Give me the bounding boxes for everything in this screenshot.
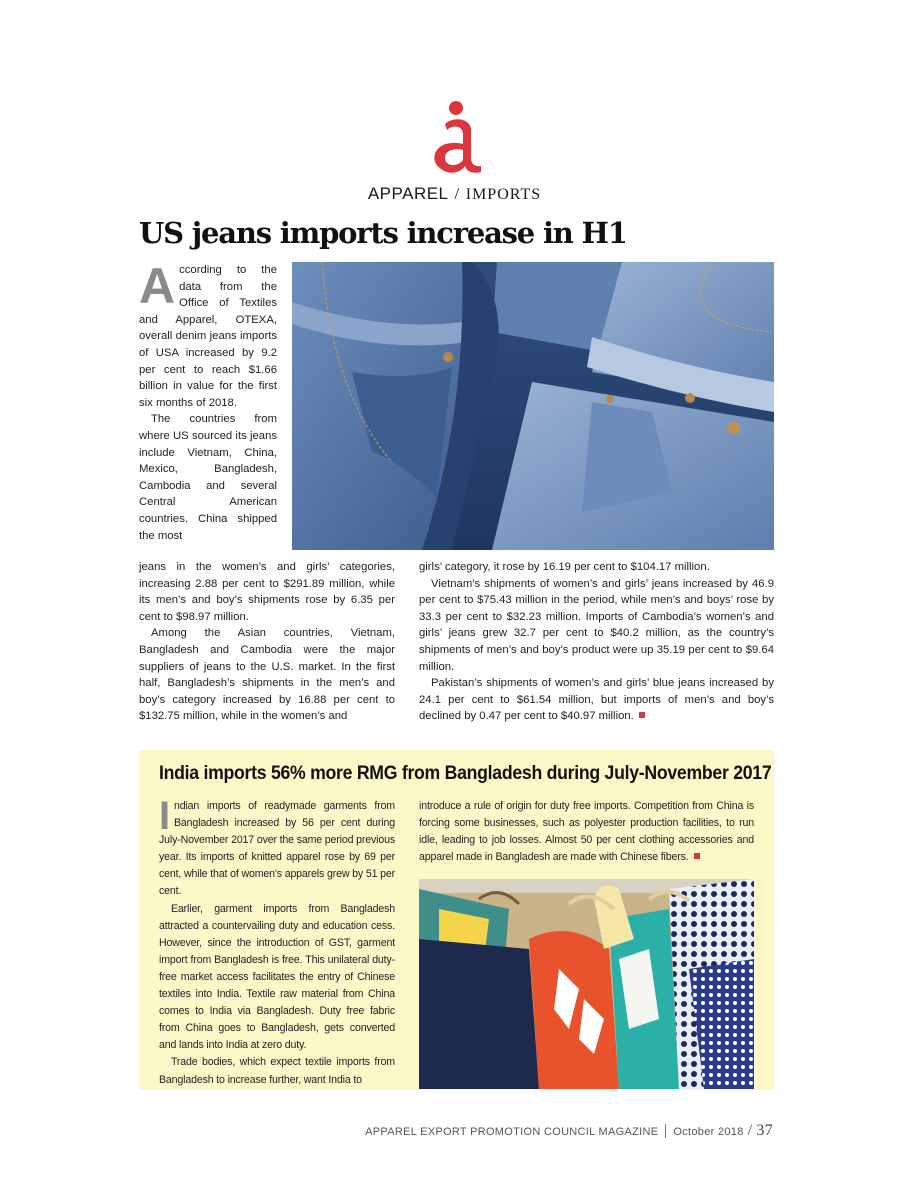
section-category: APPAREL bbox=[367, 184, 449, 203]
page-footer bbox=[365, 1122, 773, 1140]
sidebar-paragraph-3: Trade bodies, which expect textile imports from Bangladesh to increase further, want India to bbox=[159, 1056, 395, 1086]
article-paragraph-3-cont: girls’ category, it rose by 16.19 per cent to $104.17 million. bbox=[419, 561, 710, 573]
sidebar-dropcap: I bbox=[159, 794, 170, 838]
apparel-logo-icon bbox=[425, 100, 487, 176]
sidebar-title: India imports 56% more RMG from Bangladesh during July-November 2017 bbox=[159, 763, 772, 784]
footer-divider bbox=[665, 1124, 666, 1138]
end-mark-icon bbox=[639, 712, 645, 718]
article-headline: US jeans imports increase in H1 bbox=[139, 216, 627, 250]
sidebar-paragraph-2: Earlier, garment imports from Bangladesh attracted a countervailing duty and education cess. However, since the introduction of GST, garment import from Bangladesh is free. This unilateral duty-free market access facilitates the entry of Chinese textiles into India. Textile raw material from China comes to India via Bangladesh. Duty free fabric from China goes to Bangladesh, gets converted and lands into India at zero duty. bbox=[159, 902, 395, 1052]
sidebar-box bbox=[139, 750, 774, 1090]
sidebar-paragraph-1: Indian imports of readymade garments from Bangladesh increased by 56 per cent during July-November 2017 over the same period previous year. Its imports of knitted apparel rose by 69 per cent, while that of women's apparels grew by 51 per cent. bbox=[159, 794, 395, 898]
footer-slash: / bbox=[747, 1122, 753, 1139]
article-paragraph-5: Pakistan’s shipments of women’s and girls’ blue jeans increased by 24.1 per cent to $61.54 million, but imports of men’s and boy’s declined by 0.47 per cent to $40.97 million. bbox=[419, 677, 774, 723]
article-paragraph-2-top: The countries from where US sourced its jeans include Vietnam, China, Mexico, Bangladesh, Cambodia and several Central American countries. China shipped the most bbox=[139, 413, 277, 542]
article-column-2 bbox=[419, 559, 774, 725]
article-column-1-bottom bbox=[139, 559, 395, 725]
end-mark-icon bbox=[694, 853, 700, 859]
article-paragraph-3: Among the Asian countries, Vietnam, Bangladesh and Cambodia were the major suppliers of jeans to the U.S. market. In the first half, Bangladesh’s shipments in the men’s and boy’s category increased by 16.88 per cent to $132.75 million, while in the women’s and bbox=[139, 627, 395, 723]
article-paragraph-2-rest: jeans in the women’s and girls’ categories, increasing 2.88 per cent to $291.89 million, while its men’s and boy’s shipments rose by 6.35 per cent to $98.97 million. bbox=[139, 561, 395, 623]
article-dropcap: A bbox=[139, 258, 176, 314]
issue-date: October 2018 bbox=[673, 1126, 744, 1138]
clothes-rack-photo bbox=[419, 879, 754, 1089]
magazine-name: APPAREL EXPORT PROMOTION COUNCIL MAGAZINE bbox=[365, 1126, 659, 1138]
page-number: 37 bbox=[756, 1122, 773, 1139]
jeans-photo bbox=[292, 262, 774, 550]
section-separator: / bbox=[454, 184, 460, 203]
section-subcategory: IMPORTS bbox=[465, 186, 542, 203]
sidebar-paragraph-3-cont: introduce a rule of origin for duty free imports. Competition from China is forcing some businesses, such as polyester production facilities, to run idle, leading to job losses. Almost 50 per cent clothing accessories and apparel made in Bangladesh are made with Chinese fibers. bbox=[419, 800, 754, 864]
sidebar-column-1 bbox=[159, 794, 395, 1089]
section-label bbox=[0, 184, 909, 204]
article-paragraph-1: According to the data from the Office of Textiles and Apparel, OTEXA, overall denim jeans imports of USA increased by 9.2 per cent to reach $1.66 billion in value for the first six months of 2018. bbox=[139, 258, 277, 409]
sidebar-column-2 bbox=[419, 798, 754, 866]
article-paragraph-4: Vietnam’s shipments of women’s and girls’ jeans increased by 46.9 per cent to $75.43 million in the period, while men’s and boys’ rose by 33.3 per cent to $32.23 million. Imports of Cambodia’s women’s and girls’ jeans grew 32.7 per cent to $40.2 million, as the country’s shipments of men’s and boy’s product were up 35.19 per cent to $9.64 million. bbox=[419, 577, 774, 673]
article-column-1-top bbox=[139, 258, 277, 544]
